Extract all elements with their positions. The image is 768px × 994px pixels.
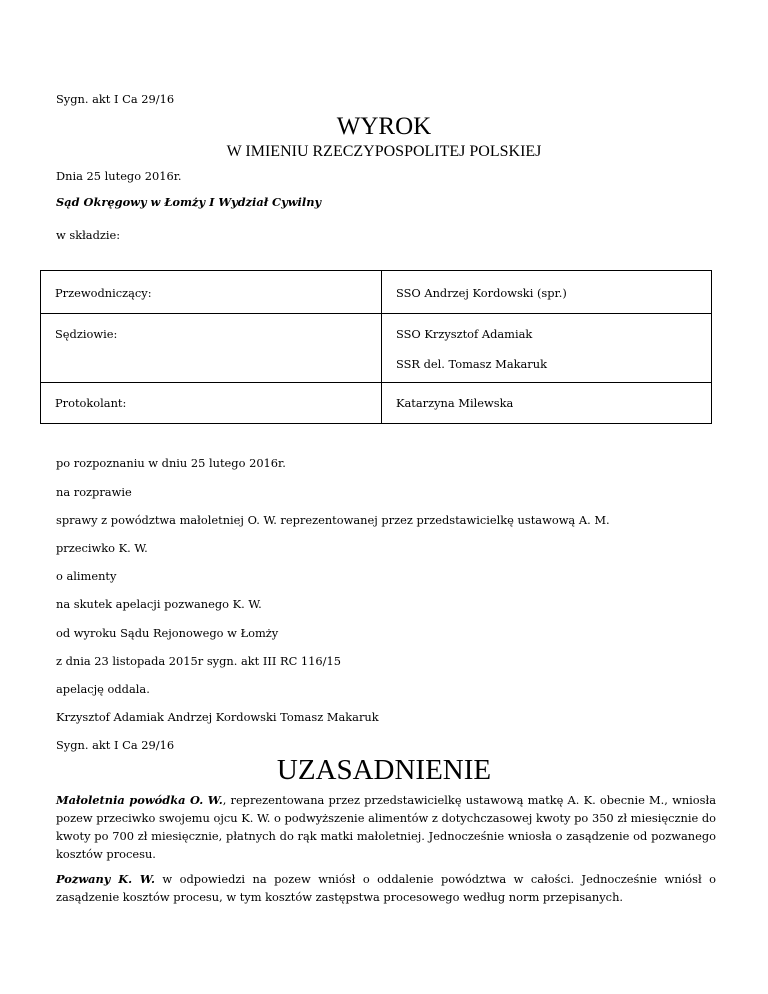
verdict-line: od wyroku Sądu Rejonowego w Łomży — [56, 626, 279, 640]
justification-paragraph — [56, 870, 716, 906]
case-signature: Sygn. akt I Ca 29/16 — [56, 92, 175, 106]
verdict-line: po rozpoznaniu w dniu 25 lutego 2016r. — [56, 456, 286, 470]
role-cell — [41, 383, 382, 424]
table-row — [41, 314, 712, 383]
justification-case-signature: Sygn. akt I Ca 29/16 — [56, 738, 175, 752]
name-judge-2: SSR del. Tomasz Makaruk — [396, 357, 547, 371]
name-presiding: SSO Andrzej Kordowski (spr.) — [396, 286, 567, 300]
role-clerk: Protokolant: — [55, 396, 127, 410]
paragraph-lead: Małoletnia powódka O. W. — [56, 793, 223, 807]
verdict-decision: apelację oddala. — [56, 682, 150, 696]
table-row — [41, 271, 712, 314]
name-judge-1: SSO Krzysztof Adamiak — [396, 327, 533, 341]
verdict-line: z dnia 23 listopada 2015r sygn. akt III RC 116/15 — [56, 654, 341, 668]
paragraph-lead: Pozwany K. W. — [56, 872, 155, 886]
role-cell — [41, 314, 382, 383]
judges-signatures: Krzysztof Adamiak Andrzej Kordowski Tomasz Makaruk — [56, 710, 379, 724]
role-judges: Sędziowie: — [55, 327, 118, 341]
justification-title: UZASADNIENIE — [276, 754, 492, 786]
verdict-subtitle: W IMIENIU RZECZYPOSPOLITEJ POLSKIEJ — [226, 143, 542, 160]
paragraph-text: , reprezentowana przez przedstawicielkę ustawową matkę A. K. obecnie M., wniosła pozew przeciwko swojemu ojcu K. W. o podwyższenie alimentów z dotychczasowej kwoty po 350 zł miesięcznie do kwoty po 700 zł miesięcznie, płatnych do rąk matki małoletniej. Jednocześnie wniosła o zasądzenie od pozwanego kosztów procesu. — [56, 793, 716, 861]
verdict-line: sprawy z powództwa małoletniej O. W. reprezentowanej przez przedstawicielkę ustawową A. M. — [56, 513, 610, 527]
name-clerk: Katarzyna Milewska — [396, 396, 514, 410]
verdict-date: Dnia 25 lutego 2016r. — [56, 169, 182, 183]
names-cell — [382, 383, 712, 424]
names-cell — [382, 314, 712, 383]
paragraph-text: w odpowiedzi na pozew wniósł o oddalenie powództwa w całości. Jednocześnie wniósł o zasądzenie kosztów procesu, w tym kosztów zastępstwa procesowego według norm przepisanych. — [56, 872, 716, 904]
role-presiding: Przewodniczący: — [55, 286, 152, 300]
justification-paragraph — [56, 791, 716, 863]
verdict-line: przeciwko K. W. — [56, 541, 148, 555]
court-composition-table — [40, 270, 712, 424]
table-row — [41, 383, 712, 424]
verdict-title: WYROK — [336, 113, 432, 140]
verdict-line: na skutek apelacji pozwanego K. W. — [56, 597, 262, 611]
names-cell — [382, 271, 712, 314]
composition-intro: w składzie: — [56, 228, 121, 242]
role-cell — [41, 271, 382, 314]
verdict-line: na rozprawie — [56, 485, 132, 499]
verdict-line: o alimenty — [56, 569, 117, 583]
court-name: Sąd Okręgowy w Łomży I Wydział Cywilny — [56, 195, 322, 209]
